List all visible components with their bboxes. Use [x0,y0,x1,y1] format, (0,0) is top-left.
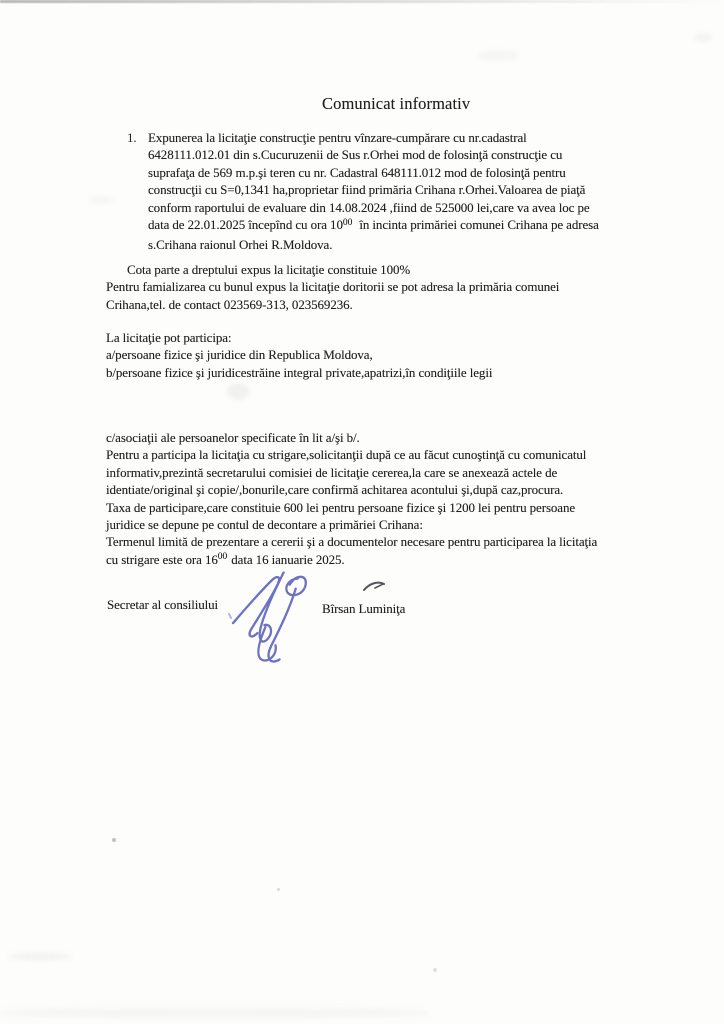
paragraph-line: suprafaţa de 569 m.p.şi teren cu nr. Cadastral 648111.012 mod de folosinţă pentru [148,164,566,180]
list-item-1-number: 1. [127,130,137,145]
paragraph-cota-parte [106,261,559,313]
paragraph-line-auction-time [148,216,599,236]
paragraph-line: Crihana,tel. de contact 023569-313, 023569236. [106,296,353,312]
scan-speck [112,838,116,842]
signature-role-label: Secretar al consiliului [107,597,219,612]
paragraph-line: informativ,prezintă secretarului comisiei de licitaţie cererea,la care se anexează actele de [106,464,558,480]
scan-speck [433,968,437,972]
deadline-line-pre: cu strigare este ora 16 [106,551,218,567]
paragraph-line: a/persoane fizice şi juridice din Republica Moldova, [106,347,373,363]
paragraph-participare [106,329,492,381]
scan-artifact-top-edge [0,0,724,3]
paragraph-line: b/persoane fizice şi juridicestrăine integral private,apatrizi,în condiţiile legii [106,364,493,380]
paragraph-conditii [106,429,597,571]
paragraph-line: La licitaţie pot participa: [106,330,232,345]
paragraph-line: Pentru a participa la licitaţia cu strigare,solicitanţii după ce au făcut cunoştinţă cu comunicatul [106,447,587,463]
scan-smudge [88,196,114,204]
list-item-1-text [148,129,599,254]
scan-smudge [8,952,72,961]
scan-speck [277,888,280,891]
paragraph-line: construcţii cu S=0,1341 ha,proprietar fiind primăria Crihana r.Orhei.Valoarea de piaţă [148,182,586,198]
paragraph-line: conform raportului de evaluare din 14.08.2024 ,fiind de 525000 lei,care va avea loc pe [148,199,590,215]
paragraph-line: Termenul limită de prezentare a cererii şi a documentelor necesare pentru participarea la licitaţia [106,534,598,550]
scan-smudge [227,383,249,400]
paragraph-line: Pentru famializarea cu bunul expus la licitaţie doritorii se pot adresa la primăria comunei [106,279,560,295]
paragraph-line: c/asociaţii ale persoanelor specificate în lit a/şi b/. [106,430,360,445]
signature-ink [227,566,323,668]
pen-mark-icon [362,579,386,593]
scan-smudge [478,50,520,61]
time-line-post: în incinta primăriei comunei Crihana pe adresa [359,217,599,233]
scan-smudge-bottom-edge [0,1008,430,1018]
paragraph-line: juridice se depune pe contul de decontare a primăriei Crihana: [106,517,423,533]
paragraph-line: 6428111.012.01 din s.Cucuruzenii de Sus r.Orhei mod de folosinţă construcţie cu [148,147,563,163]
document-title: Comunicat informativ [322,94,471,113]
paragraph-line-deadline [106,551,597,571]
deadline-line-post: data 16 ianuarie 2025. [231,551,345,567]
superscript-minutes: 00 [342,217,353,228]
paragraph-line: Expunerea la licitaţie construcţie pentru vînzare-cumpărare cu nr.cadastral [148,130,527,145]
paragraph-line: s.Crihana raionul Orhei R.Moldova. [148,237,333,253]
superscript-minutes: 00 [217,552,228,563]
paragraph-line: Cota parte a dreptului expus la licitaţie constituie 100% [127,262,411,277]
paragraph-line: Taxa de participare,care constituie 600 lei pentru persoane fizice şi 1200 lei pentru persoane [106,499,576,515]
list-item-1 [127,129,599,254]
time-line-pre: data de 22.01.2025 începînd cu ora 10 [148,217,343,233]
scan-smudge [694,33,712,42]
signature-name: Bîrsan Luminiţa [322,601,406,616]
paragraph-line: identiate/original şi copie/,bonurile,care confirmă achitarea acontului şi,după caz,procura. [106,482,564,498]
